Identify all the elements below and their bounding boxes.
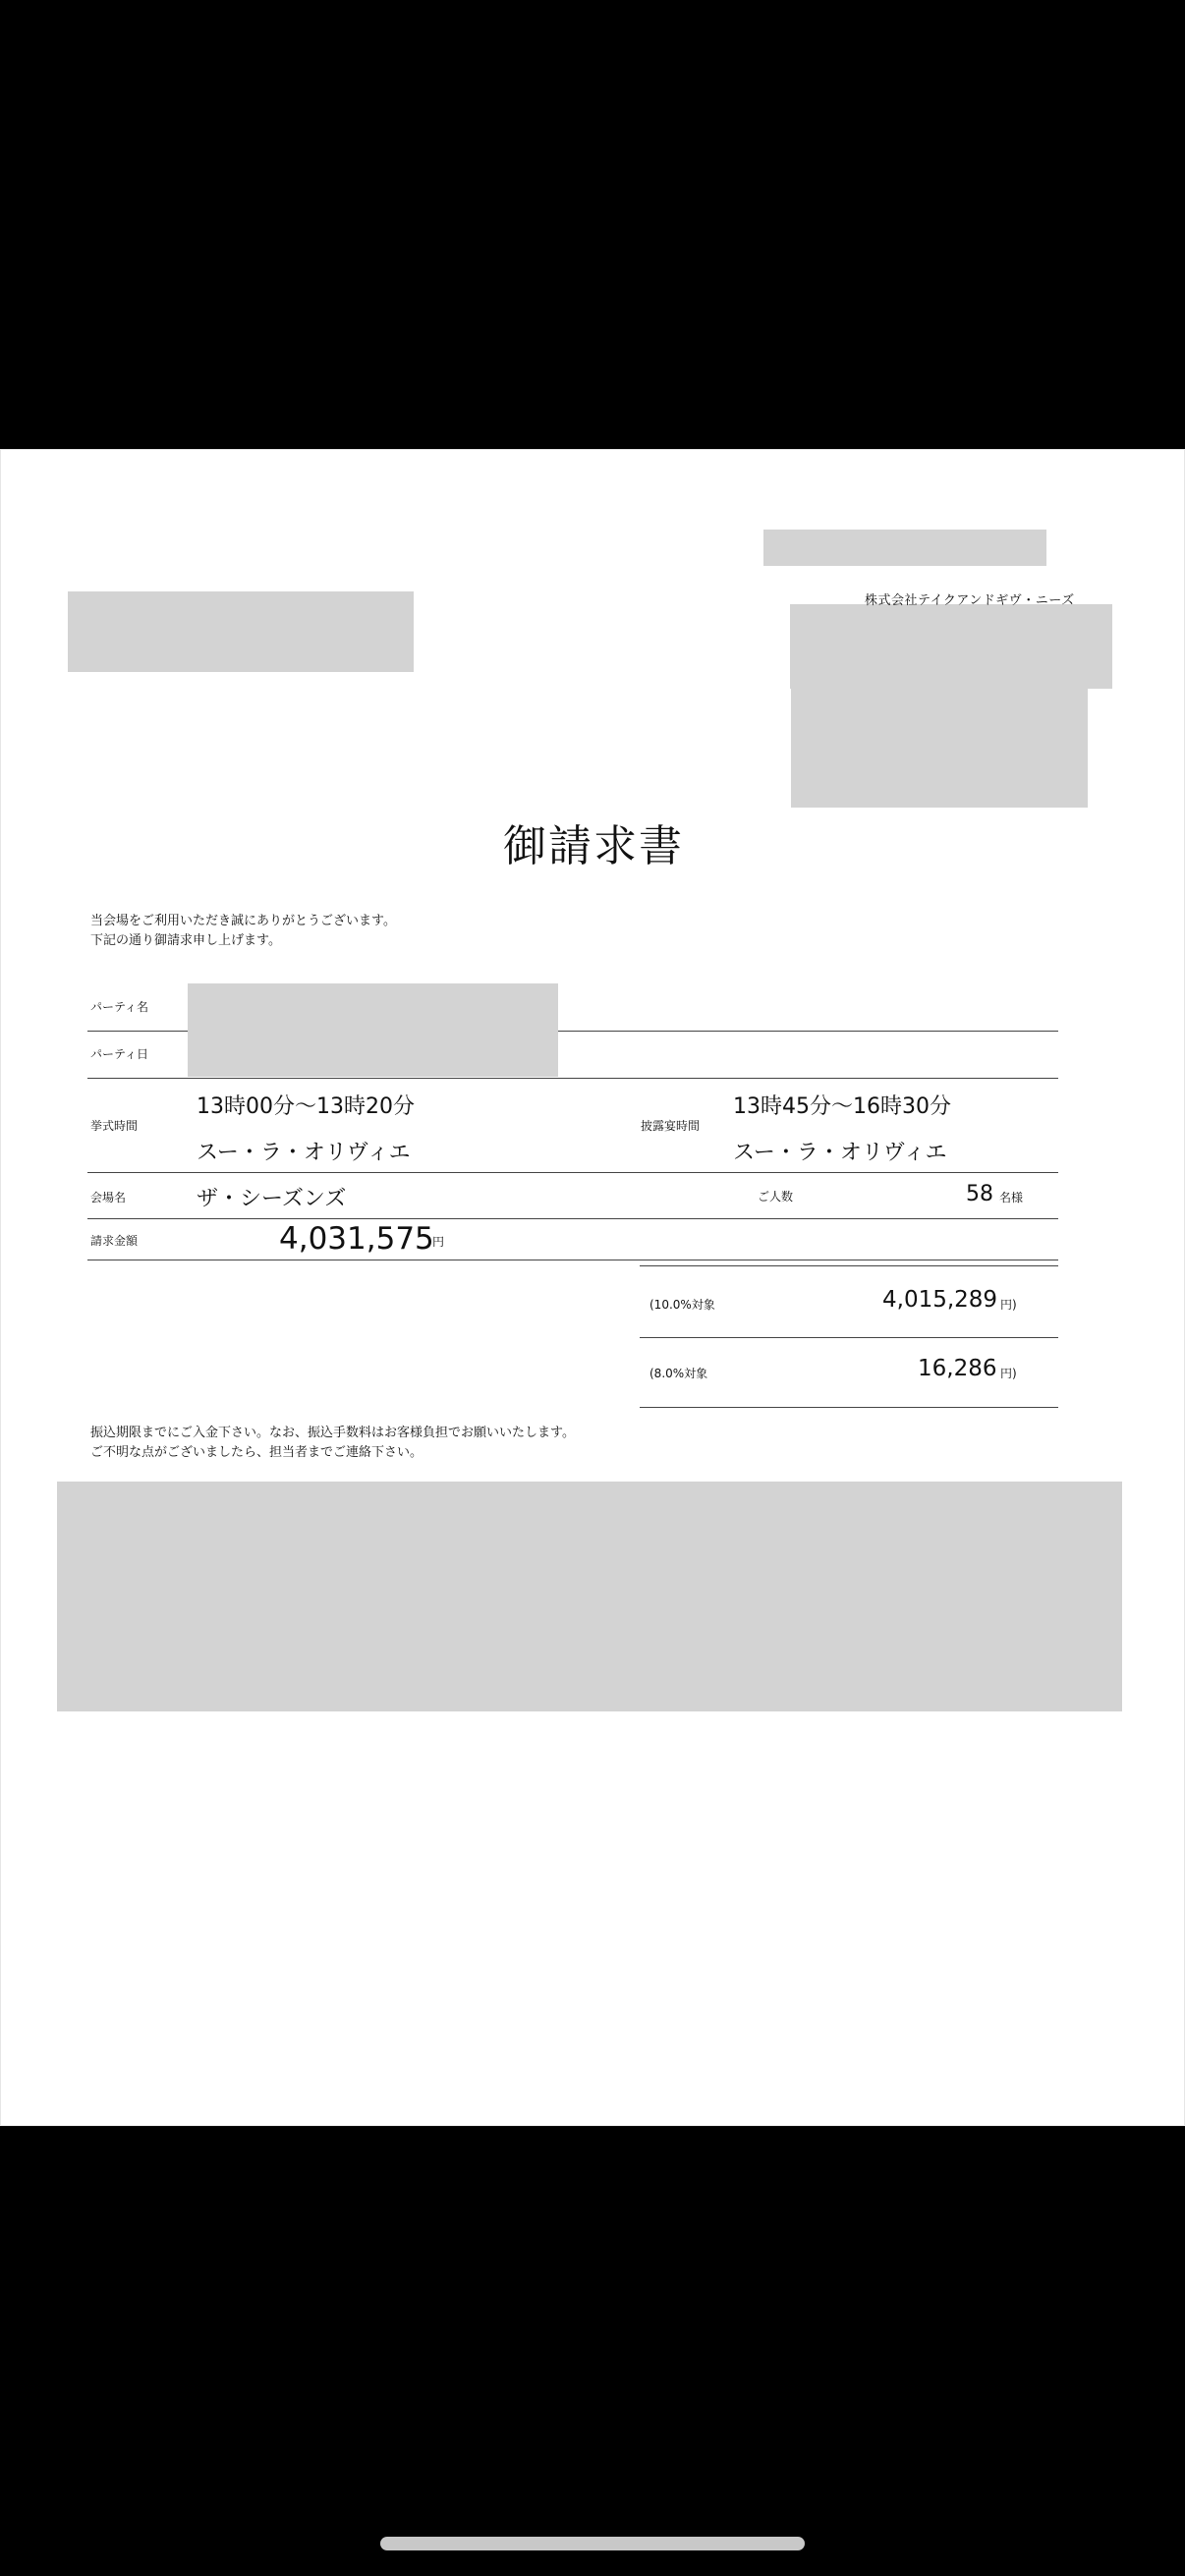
redacted-stamp bbox=[791, 689, 1088, 808]
home-indicator[interactable] bbox=[380, 2537, 805, 2550]
invoice-page bbox=[0, 449, 1185, 2126]
amount-unit: 円 bbox=[432, 1235, 445, 1249]
divider bbox=[87, 1172, 1058, 1173]
divider bbox=[640, 1265, 1058, 1266]
redacted-company-address bbox=[790, 604, 1112, 689]
amount-value: 4,031,575 bbox=[279, 1221, 434, 1257]
reception-time-label: 披露宴時間 bbox=[641, 1119, 701, 1133]
notes-line-2: ご不明な点がございましたら、担当者までご連絡下さい。 bbox=[90, 1445, 423, 1460]
divider bbox=[640, 1407, 1058, 1408]
venue-label: 会場名 bbox=[90, 1191, 127, 1204]
reception-place: スー・ラ・オリヴィエ bbox=[733, 1141, 947, 1165]
redacted-bank-info bbox=[57, 1482, 1122, 1711]
intro-text bbox=[90, 912, 396, 951]
tax-8-value: 16,286 bbox=[918, 1356, 997, 1381]
tax-8-unit: 円) bbox=[1000, 1367, 1017, 1380]
payment-notes bbox=[90, 1424, 575, 1463]
ceremony-place: スー・ラ・オリヴィエ bbox=[197, 1141, 411, 1165]
tax-10-unit: 円) bbox=[1000, 1298, 1017, 1312]
reception-time: 13時45分〜16時30分 bbox=[733, 1094, 951, 1119]
tax-8-label: (8.0%対象 bbox=[649, 1367, 708, 1380]
guests-unit: 名様 bbox=[999, 1191, 1024, 1204]
guests-count: 58 bbox=[966, 1182, 993, 1206]
tax-10-value: 4,015,289 bbox=[882, 1287, 998, 1313]
redacted-party-info bbox=[188, 983, 558, 1077]
tax-10-label: (10.0%対象 bbox=[649, 1298, 715, 1312]
venue-name: ザ・シーズンズ bbox=[197, 1187, 347, 1211]
ceremony-time: 13時00分〜13時20分 bbox=[197, 1094, 415, 1119]
ceremony-time-label: 挙式時間 bbox=[90, 1119, 139, 1133]
document-title: 御請求書 bbox=[503, 821, 684, 871]
intro-line-2: 下記の通り御請求申し上げます。 bbox=[90, 933, 281, 948]
redacted-top-right bbox=[763, 530, 1046, 566]
guests-label: ご人数 bbox=[758, 1190, 794, 1204]
redacted-recipient bbox=[68, 591, 414, 672]
notes-line-1: 振込期限までにご入金下さい。なお、振込手数料はお客様負担でお願いいたします。 bbox=[90, 1426, 575, 1440]
party-date-label: パーティ日 bbox=[90, 1047, 149, 1061]
divider bbox=[640, 1337, 1058, 1338]
party-name-label: パーティ名 bbox=[90, 1000, 149, 1014]
divider bbox=[87, 1218, 1058, 1219]
intro-line-1: 当会場をご利用いただき誠にありがとうございます。 bbox=[90, 914, 396, 928]
amount-label: 請求金額 bbox=[90, 1234, 139, 1248]
divider bbox=[87, 1078, 1058, 1079]
company-name: 株式会社テイクアンドギヴ・ニーズ bbox=[865, 593, 1075, 608]
